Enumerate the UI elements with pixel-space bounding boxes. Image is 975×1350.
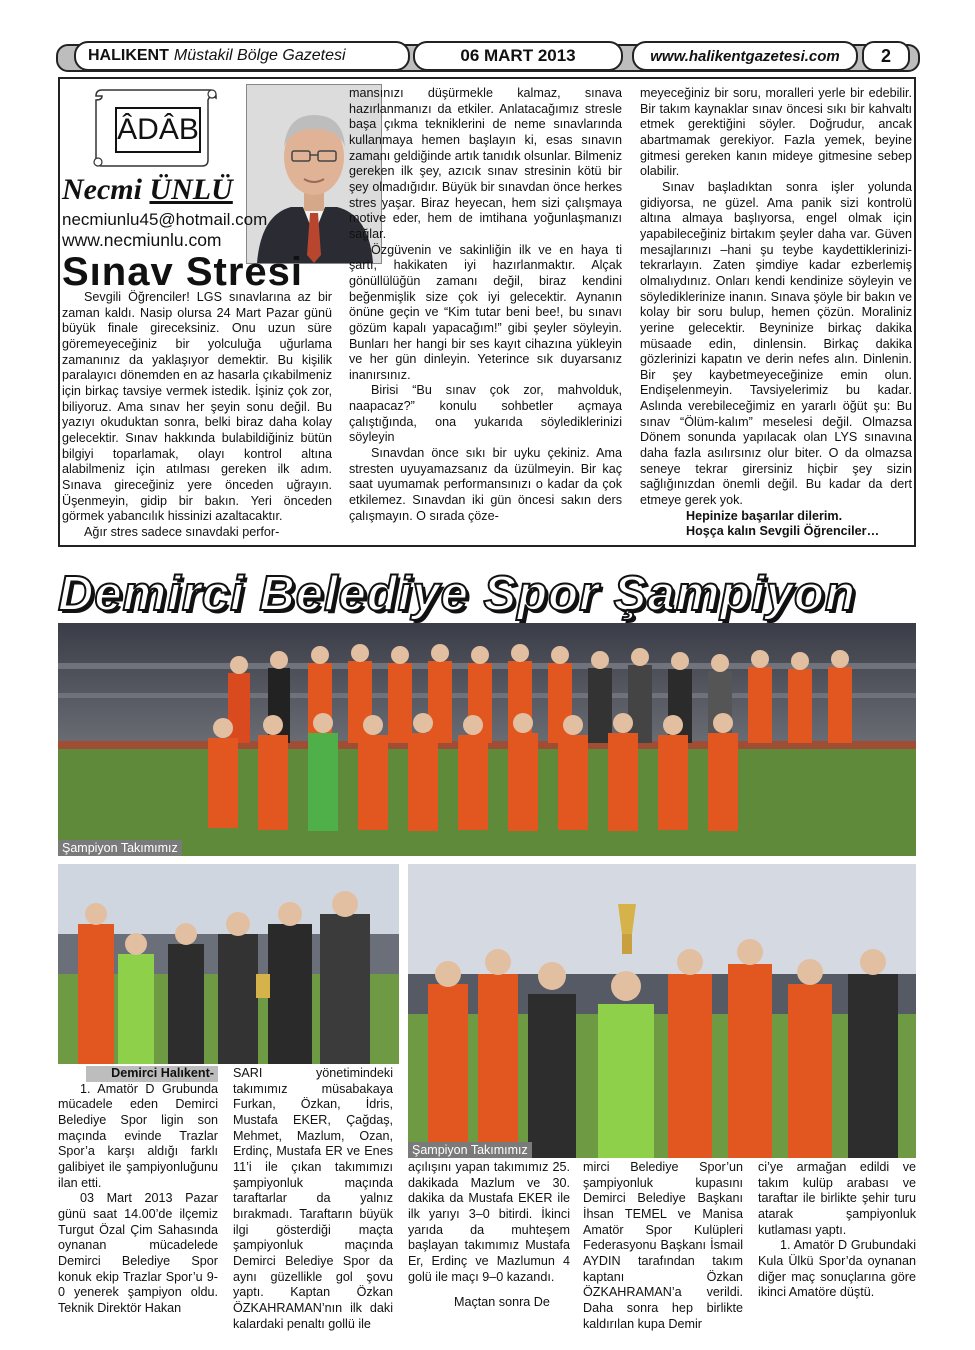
author-last-name: ÜNLÜ [149, 173, 233, 206]
sports-text-4 [583, 1160, 743, 1332]
team-photo [58, 623, 916, 856]
sports-text-2 [233, 1066, 393, 1332]
paragraph: Maçtan sonra De [454, 1295, 550, 1310]
paragraph: Sınavdan önce sıkı bir uyku çekiniz. Ama stresten uyuyamazsanız da üzülmeyin. Bir kaç saat uyumamak performansınızı o kadar da çok etkilemez. Sınavdan iki gün öncesi sakın ders çalışmayın. O sırada çöze- [349, 446, 622, 523]
news-tag: Demirci Halıkent- [86, 1066, 218, 1082]
column-text-3 [640, 86, 912, 540]
paper-name-bold: HALIKENT [88, 47, 169, 64]
closing-line: Hepinize başarılar dilerim. [686, 508, 843, 523]
paper-name-italic: Müstakil Bölge Gazetesi [173, 47, 346, 64]
paper-name [74, 41, 410, 71]
author-first-name: Necmi [62, 173, 142, 206]
adab-logo-text: ÂDÂB [117, 113, 199, 146]
paragraph: açılışını yapan takımımız 25. dakikada Mazlum ve 30. dakika da Mustafa EKER ile ilk yarıyı 3–0 bitirdi. İkinci yarıda da muhteşem başlayan takımımız Mustafa Er, Erdinç ve Mazlumun 4 golü ile maçı 9–0 kazandı. [408, 1160, 570, 1284]
ceremony-photo [58, 864, 399, 1064]
trophy-photo-caption: Şampiyon Takımımız [408, 1142, 532, 1158]
paragraph: mirci Belediye Spor’un şampiyonluk kupasını Demirci Belediye Başkanı İhsan TEMEL ve Manisa Amatör Spor Kulüpleri Federasyonu Başkanı İsmail AYDIN tarafından takım kaptanı Özkan ÖZKAHRAMAN’a verildi. Daha sonra hep birlikte kaldırılan kupa Demir [583, 1160, 743, 1331]
issue-date: 06 MART 2013 [413, 41, 623, 71]
column-headline: Sınav Stresi [62, 250, 304, 294]
sports-text-5 [758, 1160, 916, 1301]
paragraph: 03 Mart 2013 Pazar günü saat 14.00’de ilçemiz Turgut Özal Çim Sahasında oynanan mücadelede Demirci Belediye Spor konuk ekip Trazlar Spor’u 9-0 yenerek şampiyon oldu. Teknik Direktör Hakan [58, 1191, 218, 1315]
paragraph: Sevgili Öğrenciler! LGS sınavlarına az bir zaman kaldı. Nasip olursa 24 Mart Pazar günü büyük finale gireceksiniz. Onu uzun süre göremeyeceğiniz bir yolculuğa uğurlama zamanınız da yaklaşıyor demektir. Bu kişilik paralayıcı dönemden en az hasarla çıkabilmeniz için birkaç tavsiye vermek istedik. İşiniz çok zor, biliyoruz. Ama sınav her şeyin sonu değil. Bu yazıyı okuduktan sonra, belki biraz daha kolay gelecektir. Sınav hakkında bulabildiğiniz bütün bilgiyi toparlamak, olayı kontrol altına alabilmeniz için atılması gereken ilk adım. Sınava gireceğiniz yere önceden uğrayın. Üşenmeyin, gidip bir bakın. Yeri önceden görmek yabancılık hissinizi azaltacaktır. [62, 290, 332, 524]
page-number: 2 [862, 41, 910, 71]
paragraph: Birisi “Bu sınav çok zor, mahvolduk, naapacaz?” konulu sohbetler açmaya çalıştığında, ona yukarıda söylediklerinizi söyleyin [349, 383, 622, 445]
paragraph: 1. Amatör D Grubunda mücadele eden Demirci Belediye Spor ligin son maçında evinde Trazlar Spor’a karşı aldığı farklı galibiyet ile şampiyonluğunu ilan etti. [58, 1081, 218, 1190]
paragraph: SARI yönetimindeki takımımız müsabakaya Furkan, Özkan, İdris, Mustafa EKER, Çağdaş, Mehmet, Mazlum, Ozan, Erdinç, Mustafa ER ve Enes 11’i ile çıkan takımımızı şampiyonluk maçında taraftarlar da yalnız bırakmadı. Taraftarın büyük ilgi gösterdiği maçta şampiyonluk maçında Demirci Belediye Spor da aynı güzellikle gol şovu yaptı. Kaptan Özkan ÖZKAHRAMAN’nın ilk daki kalardaki penaltı gollü ile [233, 1066, 393, 1331]
paragraph: 1. Amatör D Grubundaki Kula Ülkü Spor’da oynanan diğer maç sonuçlarına göre ikinci Amatöre düştü. [758, 1238, 916, 1300]
paragraph: Ağır stres sadece sınavdaki perfor- [84, 524, 280, 539]
trophy-photo [408, 864, 916, 1158]
sports-headline: Demirci Belediye Spor Şampiyon [58, 567, 856, 621]
paragraph: Özgüvenin ve sakinliğin ilk ve en haya ti şartı, hakikaten iyi hazırlanmaktır. Alçak gönüllülüğün zamanı değil, biraz kendini beğenmişlik size çok iyi gelecektir. Aynanın önüne geçin ve “Kim tutar beni bee!, bu sınavı gözüm kapalı yapacağım!” gibi şeyler söyleyin. Bunları her hangi bir ses kayıt cihazına yükleyin ve her gün dinleyin. Yeterince sık duyarsanız inanırsınız. [349, 242, 622, 382]
paragraph: ci’ye armağan edildi ve takım kulüp arabası ve taraftar ile birlikte şehir turu atarak şampiyonluk kutlaması yaptı. [758, 1160, 916, 1237]
author-name [62, 173, 233, 207]
paragraph: mansınızı düşürmekle kalmaz, sınava hazırlanmanızı da etkiler. Anlatacağımız stresle başa çıkma tekniklerini de neme sınavlarında kullanmaya hemen başlayın ki, esas sınavın zamanı geldiğinde artık tanıdık olsunlar. Bilmeniz gereken ilk şey, azıcık sınav stresinin kötü bir şey olmadığıdır. Büyük bir sınavdan önce herkes stres yaşar. Biraz heyecan, hem sizi çalışmaya motive eder, hem de imtihana yoğunlaşmanızı sağlar. [349, 86, 623, 241]
author-email: necmiunlu45@hotmail.com [62, 210, 268, 229]
sports-text-1 [58, 1066, 218, 1317]
sports-text-3 [408, 1160, 570, 1311]
column-text-2 [349, 86, 622, 524]
team-photo-caption: Şampiyon Takımımız [58, 840, 182, 856]
paragraph: meyeceğiniz bir soru, moralleri yerle bir edebilir. Bir takım kaynaklar sınav öncesi sıkı bir kahvaltı etmek gerektiğini söyler. Doğrudur, ancak abartmamak gerekiyor. Fazla yemek, beyine gitmesi gereken kanın mideye gitmesine sebep olabilir. [640, 86, 912, 179]
author-website: www.necmiunlu.com [62, 230, 222, 250]
paper-website: www.halikentgazetesi.com [632, 41, 858, 71]
closing-line: Hoşça kalın Sevgili Öğrenciler… [686, 524, 880, 539]
column-text-1 [62, 290, 332, 541]
paragraph: Sınav başladıktan sonra işler yolunda gidiyorsa, ne güzel. Ama panik sizi kontrolü altına almaya başlıyorsa, engel olmak için yapabileceğiniz birtakım şeyler daha var. Güven mesajlarınızı –hani şu teybe kaydettiklerinizi- tekrarlayın. Zaten şimdiye kadar ezberlemiş olmalıydınız. Onları kendi kendinize söyleyin ve söylediklerinize inanın. Sınava şöyle bir bakın ve kolay bir soru bulup, hemen çözün. Moraliniz yerine gelecektir. Beyninize birkaç dakika müsaade edin, dinlensin. Birkaç dakika gözlerinizi kapatın ve derin nefes alın. Dinlenin. Bir şey kaybetmeyeceğinize emin olun. Endişelenmeyin. Tavsiyelerimiz bu kadar. Aslında verebileceğimiz en yararlı öğüt şu: Bu sınav “Ölüm-kalım” meselesi değil. Olmazsa Dönem sonunda yapılacak olan LYS sınavına daha fazla asılırsınız olur biter. O da olmazsa seneye tekrar girersiniz hiçbir şey sizin sağlığınızdan önemli değil. Bu kadar da dert etmeye gerek yok. [640, 179, 912, 508]
